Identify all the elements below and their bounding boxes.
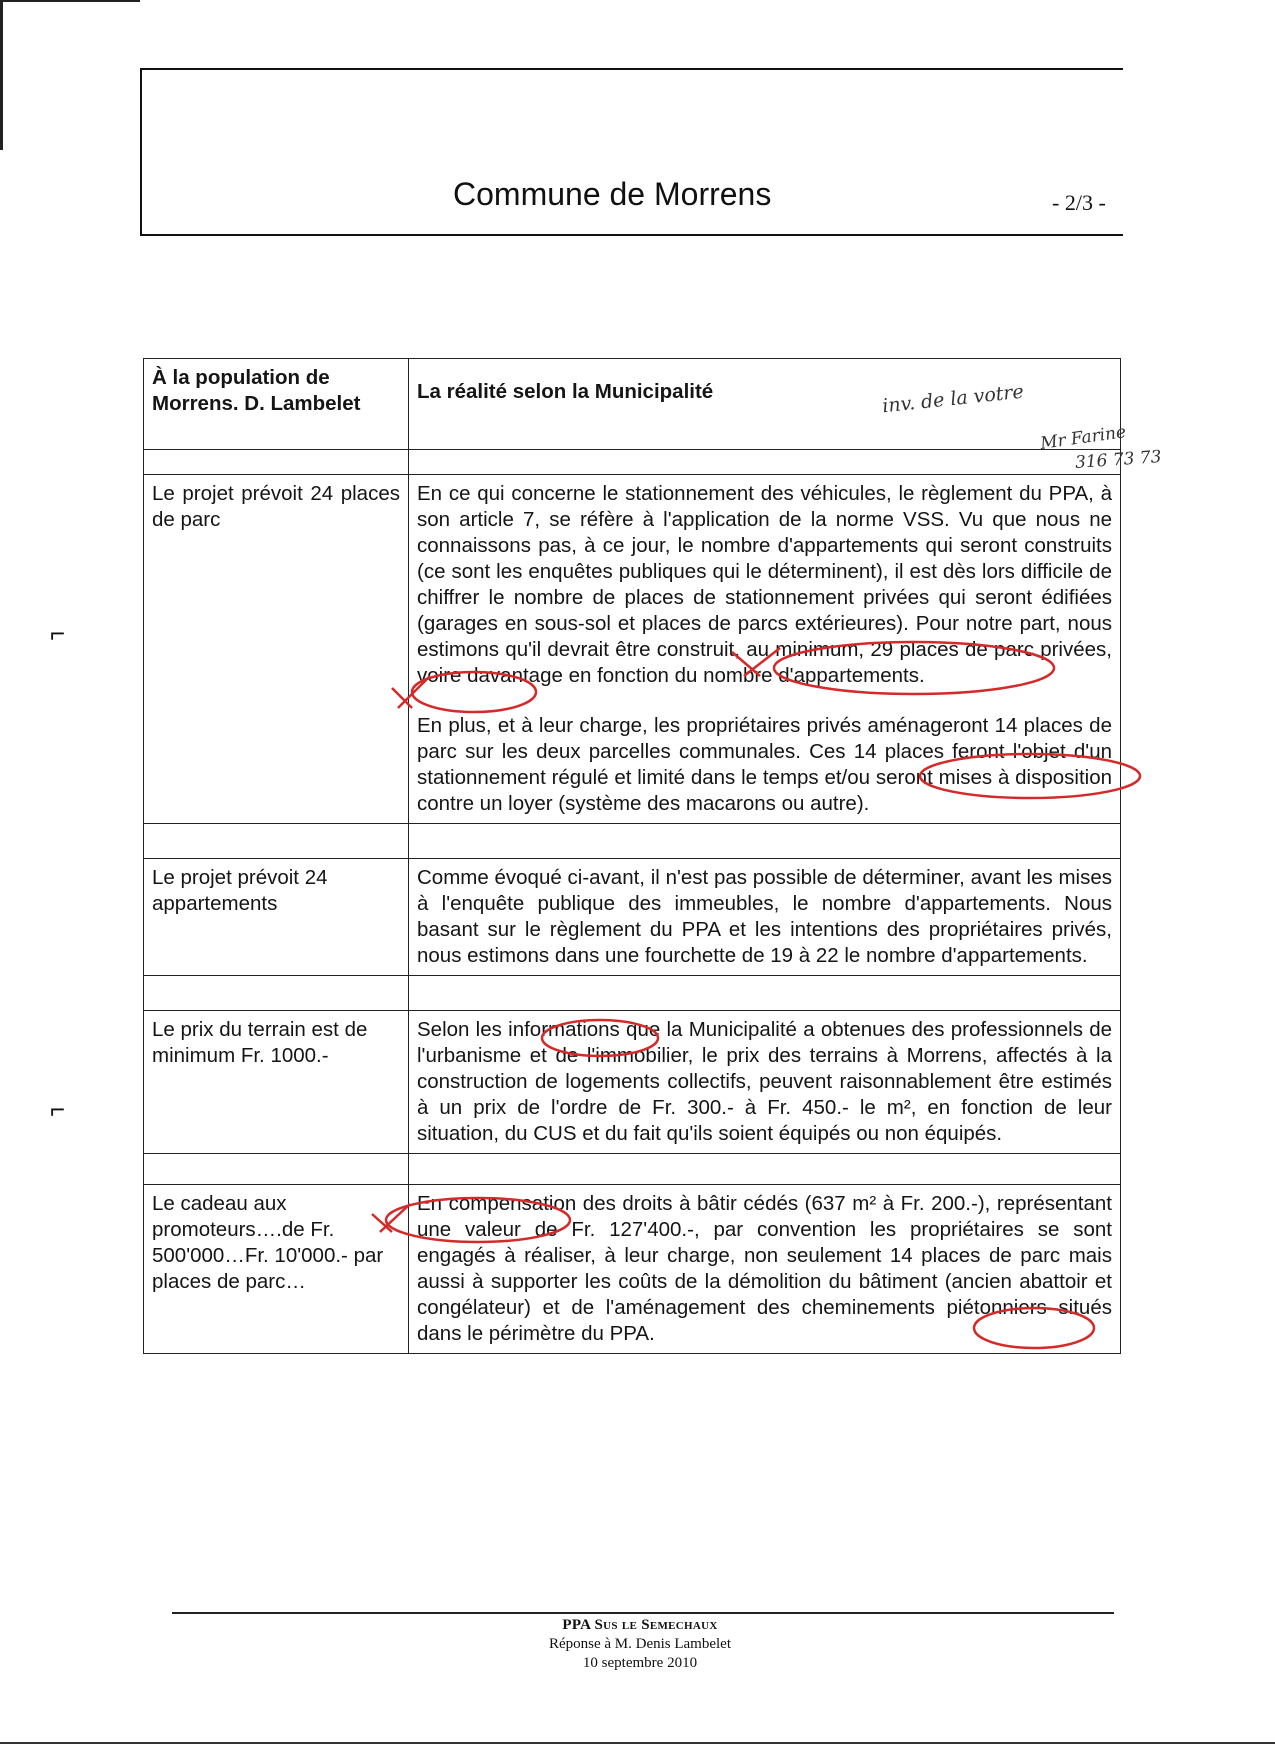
- handwritten-phone: 316 73 73: [1074, 447, 1163, 473]
- answer-paragraph: En ce qui concerne le stationnement des véhicules, le règlement du PPA, à son article 7, se réfère à l'application de la norme VSS. Vu que nous ne connaissons pas, à ce jour, le nombre d'appartements qui seront construits (ce sont les enquêtes publiques qui le déterminent), il est dès lors difficile de chiffrer le nombre de places de stationnement privées qui seront édifiées (garages en sous-sol et places de parcs extérieures). Pour notre part, nous estimons qu'il devrait être construit, au minimum, 29 places de parc privées, voire davantage en fonction du nombre d'appartements.: [417, 482, 1112, 687]
- page-number: - 2/3 -: [1052, 190, 1106, 215]
- scan-edge-top: [0, 0, 140, 2]
- claim-cell: Le projet prévoit 24 places de parc: [144, 475, 409, 824]
- response-table: [143, 358, 1121, 1354]
- table-row: [144, 1185, 1121, 1354]
- answer-paragraph: Comme évoqué ci-avant, il n'est pas possible de déterminer, avant les mises à l'enquête publique des immeubles, le nombre d'appartements. Nous basant sur le règlement du PPA et les intentions des propriétaires privés, nous estimons dans une fourchette de 19 à 22 le nombre d'appartements.: [417, 866, 1112, 967]
- footer: [420, 1616, 860, 1673]
- header-right-cell: La réalité selon la Municipalité: [409, 359, 1121, 450]
- spacer-row: [144, 824, 1121, 859]
- spacer-row: [144, 450, 1121, 475]
- answer-cell: [409, 1185, 1121, 1354]
- margin-mark: ⌐: [50, 1094, 66, 1124]
- claim-cell: Le prix du terrain est de minimum Fr. 1000.-: [144, 1011, 409, 1154]
- handwritten-note: inv. de la votre: [881, 380, 1025, 418]
- answer-cell: [409, 859, 1121, 976]
- answer-paragraph: En plus, et à leur charge, les propriétaires privés aménageront 14 places de parc sur les deux parcelles communales. Ces 14 places feront l'objet d'un stationnement régulé et limité dans le temps et/ou seront mises à disposition contre un loyer (système des macarons ou autre).: [417, 714, 1112, 815]
- claim-cell: Le cadeau aux promoteurs….de Fr. 500'000…Fr. 10'000.- par places de parc…: [144, 1185, 409, 1354]
- margin-mark: ⌐: [50, 618, 66, 648]
- handwritten-name: Mr Farine: [1039, 422, 1128, 454]
- table-row: [144, 475, 1121, 824]
- footer-title: PPA Sus le Semechaux: [562, 1617, 718, 1633]
- footer-rule: [172, 1612, 1114, 1614]
- answer-cell: [409, 1011, 1121, 1154]
- scan-edge-bottom: [0, 1742, 1275, 1744]
- table-row: [144, 1011, 1121, 1154]
- footer-date: 10 septembre 2010: [582, 1655, 698, 1671]
- footer-subtitle: Réponse à M. Denis Lambelet: [548, 1636, 732, 1652]
- header-left-cell: À la population de Morrens. D. Lambelet: [144, 359, 409, 450]
- claim-cell: Le projet prévoit 24 appartements: [144, 859, 409, 976]
- table-row: [144, 859, 1121, 976]
- scan-edge-left: [0, 0, 3, 150]
- answer-paragraph: Selon les informations que la Municipalité a obtenues des professionnels de l'urbanisme et de l'immobilier, le prix des terrains à Morrens, affectés à la construction de logements collectifs, peuvent raisonnablement être estimés à un prix de l'ordre de Fr. 300.- à Fr. 450.- le m², en fonction de leur situation, du CUS et du fait qu'ils soient équipés ou non équipés.: [417, 1018, 1112, 1145]
- page-title: Commune de Morrens: [453, 176, 772, 212]
- spacer-row: [144, 976, 1121, 1011]
- answer-cell: [409, 475, 1121, 824]
- spacer-row: [144, 1154, 1121, 1185]
- answer-paragraph: En compensation des droits à bâtir cédés (637 m² à Fr. 200.-), représentant une valeur de Fr. 127'400.-, par convention les propriétaires se sont engagés à réaliser, à leur charge, non seulement 14 places de parc mais aussi à supporter les coûts de la démolition du bâtiment (ancien abattoir et congélateur) et de l'aménagement des cheminements piétonniers situés dans le périmètre du PPA.: [417, 1192, 1112, 1345]
